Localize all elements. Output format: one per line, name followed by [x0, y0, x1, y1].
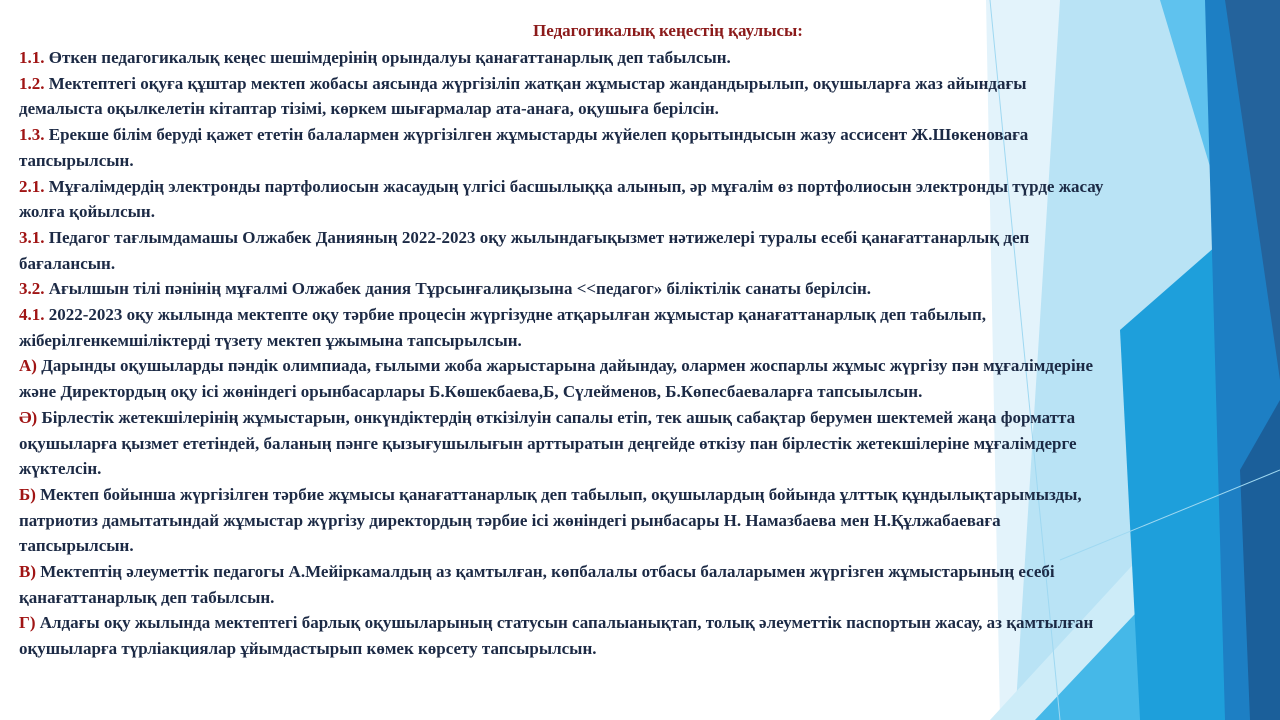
item-number: 4.1.	[19, 305, 45, 325]
item-text: Мұғалімдердің электронды партфолиосын жасаудың үлгісі басшылыққа алынып, әр мұғалім өз портфолиосын электронды түрде жасау жолға қойылсын.	[19, 176, 1104, 222]
slide-title: Педагогикалық кеңестің қаулысы:	[533, 21, 803, 40]
resolution-item	[19, 225, 1104, 276]
resolution-list	[19, 45, 1104, 662]
item-number: А)	[19, 356, 37, 376]
item-text: Педагог тағлымдамашы Олжабек Данияның 2022-2023 оқу жылындағықызмет нәтижелері туралы есебі қанағаттанарлық деп бағалансын.	[19, 227, 1030, 273]
item-text: Ерекше білім беруді қажет ететін балалармен жүргізілген жұмыстарды жүйелеп қорытындысын жазу ассисент Ж.Шөкеноваға тапсырылсын.	[19, 125, 1029, 170]
item-number: 1.2.	[19, 73, 45, 93]
resolution-item	[19, 122, 1104, 173]
item-text: Мектеп бойынша жүргізілген тәрбие жұмысы қанағаттанарлық деп табылып, оқушылардың бойында ұлттық құндылықтарымызды, патриотиз дамытатындай жұмыстар жүргізу директордың тәрбие ісі жөніндегі рынбасары Н. Намазбаева мен Н.Құлжабаеваға тапсырылсын.	[19, 484, 1082, 556]
item-text: Дарынды оқушыларды пәндік олимпиада, ғылыми жоба жарыстарына дайындау, олармен жоспарлы жұмыс жүргізу пән мұғалімдеріне және Директордың оқу ісі жөніндегі орынбасарлары Б.Көшекбаева,Б, Сүлейменов, Б.Көпесбаеваларға тапсыылсын.	[19, 356, 1094, 402]
resolution-item	[19, 482, 1104, 559]
item-number: 1.3.	[19, 125, 45, 145]
item-number: Ә)	[19, 407, 38, 427]
resolution-item	[19, 405, 1104, 482]
resolution-item	[19, 71, 1104, 122]
item-text: Ағылшын тілі пәнінің мұғалмі Олжабек дания Тұрсынғалиқызына <<педагог» біліктілік санаты берілсін.	[44, 279, 872, 299]
item-text: Мектептің әлеуметтік педагогы А.Мейіркамалдың аз қамтылған, көпбалалы отбасы балаларымен жүргізген жұмыстарының есебі қанағаттанарлық деп табылсын.	[19, 562, 1055, 607]
item-text: 2022-2023 оқу жылында мектепте оқу тәрбие процесін жүргізудне атқарылған жұмыстар қанағаттанарлық деп табылып, жіберілгенкемшіліктерді түзету мектеп ұжымына тапсырылсын.	[19, 305, 986, 350]
resolution-item	[19, 610, 1104, 661]
resolution-item	[19, 276, 1104, 302]
item-number: Г)	[19, 613, 36, 633]
resolution-item	[19, 559, 1104, 610]
resolution-item	[19, 302, 1104, 353]
resolution-item	[19, 353, 1104, 404]
item-number: 2.1.	[19, 176, 45, 196]
item-text: Бірлестік жетекшілерінің жұмыстарын, онкүндіктердің өткізілуін сапалы етіп, тек ашық сабақтар берумен шектемей жаңа форматта оқушыларға қызмет ететіндей, баланың пәнге қызығушылығын арттыратын деңгейде өткізу пан бірлестік жетекшілеріне мұғалімдерге жүктелсін.	[19, 407, 1077, 479]
item-text: Мектептегі оқуға құштар мектеп жобасы аясында жүргізіліп жатқан жұмыстар жандандырылып, оқушыларға жаз айындағы демалыста оқылкелетін кітаптар тізімі, көркем шығармалар ата-анаға, оқушыға берілсін.	[19, 73, 1027, 119]
item-text: Алдағы оқу жылында мектептегі барлық оқушыларының статусын сапалыанықтап, толық әлеуметтік паспортын жасау, аз қамтылған оқушыларға түрліакциялар ұйымдастырып көмек көрсету тапсырылсын.	[19, 613, 1094, 659]
item-number: 3.1.	[19, 227, 45, 247]
item-number: 3.2.	[19, 279, 45, 299]
resolution-item	[19, 174, 1104, 225]
item-number: 1.1.	[19, 48, 45, 67]
item-number: Б)	[19, 484, 36, 504]
resolution-item	[19, 45, 1104, 71]
item-text: Өткен педагогикалық кеңес шешімдерінің орындалуы қанағаттанарлық деп табылсын.	[44, 48, 731, 67]
item-number: В)	[19, 562, 36, 582]
